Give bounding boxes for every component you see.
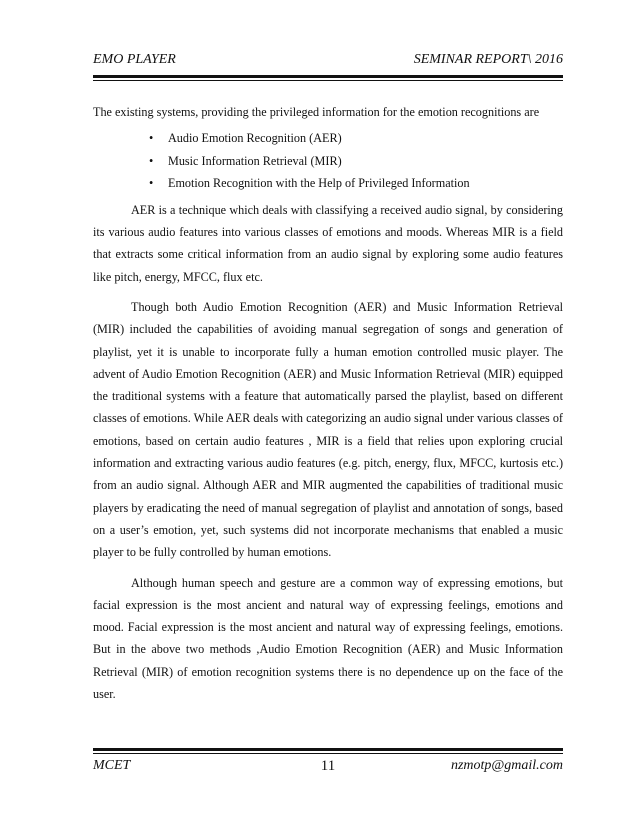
list-item-text: Music Information Retrieval (MIR)	[168, 153, 342, 168]
paragraph-facial-expression: Although human speech and gesture are a common way of expressing emotions, but facial expression is the most ancient and natural way of expressing feelings, emotions and mood. Facial expression is the most ancient and natural way of expressing feelings, emotions. But in the above two methods ,Audio Emotion Recognition (AER) and Music Information Retrieval (MIR) of emotion recognition systems there is no dependence up on the face of the user.	[93, 575, 563, 702]
list-item-text: Audio Emotion Recognition (AER)	[168, 131, 342, 146]
page-header	[93, 52, 563, 72]
paragraph-aer-mir-comparison: Though both Audio Emotion Recognition (AER) and Music Information Retrieval (MIR) included the capabilities of avoiding manual segregation of songs and generation of playlist, yet it is unable to incorporate fully a human emotion controlled music player. The advent of Audio Emotion Recognition (AER) and Music Information Retrieval (MIR) equipped the traditional systems with a feature that automatically parsed the playlist, based on different classes of emotions. While AER deals with categorizing an audio signal under various classes of emotions, based on certain audio features , MIR is a field that relies upon exploring crucial information and extracting various audio features (e.g. pitch, energy, flux, MFCC, kurtosis etc.) from an audio signal. Although AER and MIR augmented the capabilities of traditional music players by eradicating the need of manual segregation of playlist and annotation of songs, based on a user’s emotion, yet, such systems did not incorporate mechanisms that enabled a music player to be fully controlled by human emotions.	[93, 299, 563, 560]
header-rule-thin	[93, 80, 563, 81]
paragraph-aer-definition: AER is a technique which deals with classifying a received audio signal, by considering its various audio features into various classes of emotions and moods. Whereas MIR is a field that extracts some critical information from an audio signal by exploring some audio features like pitch, energy, MFCC, flux etc.	[93, 202, 563, 284]
page-number: 11	[320, 758, 336, 774]
header-title: EMO PLAYER	[93, 52, 176, 67]
bullet-icon: •	[149, 131, 154, 146]
bullet-icon: •	[149, 153, 154, 168]
page-body	[93, 101, 563, 713]
intro-text: The existing systems, providing the privileged information for the emotion recognitions are	[93, 105, 540, 119]
footer-email: nzmotp@gmail.com	[450, 758, 563, 773]
footer-rule-thin	[93, 753, 563, 754]
document-page	[93, 0, 563, 826]
list-item	[93, 150, 563, 173]
list-item	[93, 127, 563, 150]
footer-college: MCET	[93, 758, 131, 773]
header-report-label: SEMINAR REPORT\ 2016	[413, 52, 563, 67]
list-item	[93, 172, 563, 195]
page-footer	[93, 758, 563, 780]
header-rule-thick	[93, 75, 563, 78]
bullet-icon: •	[149, 176, 154, 191]
footer-rule-thick	[93, 748, 563, 751]
bullet-list	[93, 127, 563, 195]
list-item-text: Emotion Recognition with the Help of Privileged Information	[168, 176, 470, 191]
